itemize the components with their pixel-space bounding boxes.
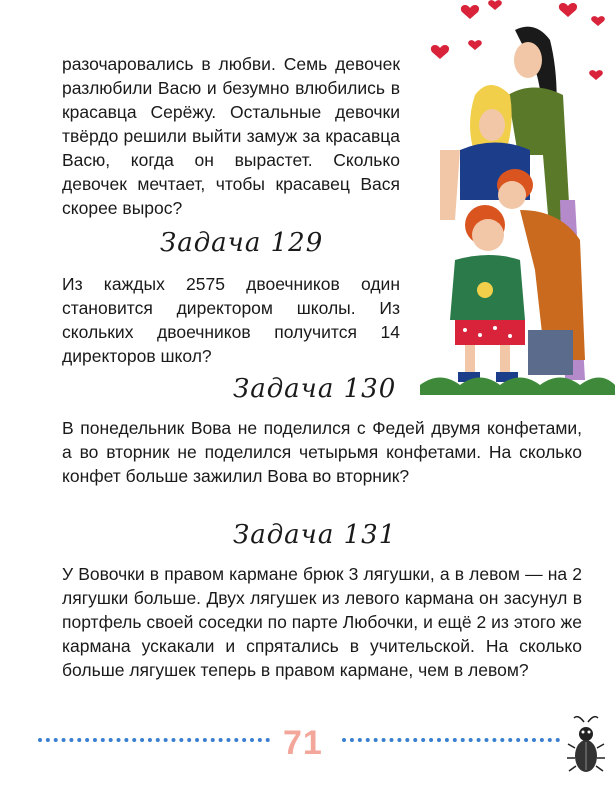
footer-dots-left [38, 738, 270, 750]
bug-icon [566, 712, 606, 782]
footer-dots-right [342, 738, 560, 750]
task-131-text: У Вовочки в правом кармане брюк 3 лягушки, а в левом — на 2 лягушки больше. Двух лягушек из левого кармана он засунул в портфель своей соседки по парте Любочки, и ещё 2 из этого же кармана ускакали и спрятались в учительской. На сколько больше лягушек теперь в правом кармане, чем в левом? [62, 564, 582, 680]
task-131-heading: Задача 131 [233, 520, 397, 550]
task-130-text: В понедельник Вова не поделился с Федей двумя конфетами, а во вторник не поделился четырьмя конфетами. На сколько конфет больше зажилил Вова во вторник? [62, 418, 582, 486]
task-129-heading: Задача 129 [160, 228, 324, 258]
task-129-text: Из каждых 2575 двоечников один становится директором школы. Из скольких двоечников получится 14 директоров школ? [62, 274, 400, 366]
page-number: 71 [283, 724, 323, 762]
task-130-heading: Задача 130 [233, 374, 397, 404]
intro-paragraph: разочаровались в любви. Семь девочек разлюбили Васю и безумно влюбились в красавца Серёжу. Остальные девочки твёрдо решили выйти замуж за красавца Васю, когда он вырастет. Сколько девочек мечтает, чтобы красавец Вася скорее вырос? [62, 54, 400, 218]
children-illustration [420, 0, 615, 395]
